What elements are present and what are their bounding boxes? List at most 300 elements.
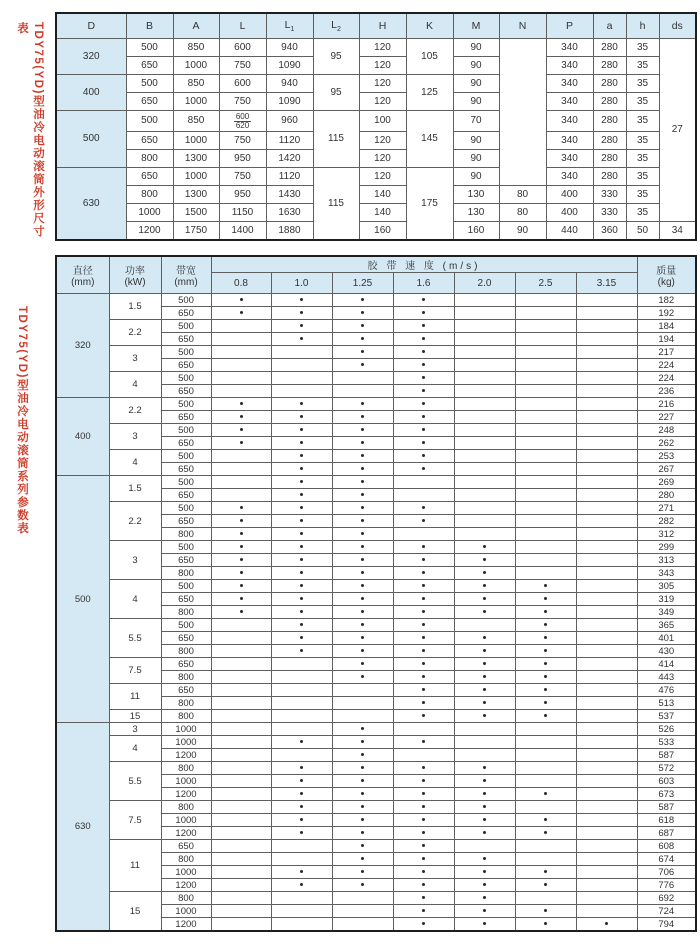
speed-dot-cell: [271, 788, 332, 801]
speed-dot-cell: [211, 372, 271, 385]
data-cell: 80: [499, 203, 546, 221]
dot-marker: [422, 636, 425, 639]
data-cell: 115: [313, 111, 359, 168]
dot-marker: [422, 389, 425, 392]
speed-dot-cell: [271, 502, 332, 515]
speed-dot-cell: [332, 294, 393, 307]
bandwidth-cell: 500: [161, 476, 211, 489]
dot-marker: [422, 870, 425, 873]
data-cell: 360: [593, 221, 626, 240]
speed-dot-cell: [454, 398, 515, 411]
bandwidth-cell: 1000: [161, 866, 211, 879]
speed-dot-cell: [271, 606, 332, 619]
data-cell: 35: [626, 167, 659, 185]
speed-dot-cell: [393, 723, 454, 736]
speed-dot-cell: [576, 892, 637, 905]
speed-dot-cell: [332, 333, 393, 346]
dot-marker: [422, 597, 425, 600]
data-cell: 1000: [173, 93, 219, 111]
speed-dot-cell: [211, 879, 271, 892]
dot-marker: [361, 480, 364, 483]
dot-marker: [544, 675, 547, 678]
speed-dot-cell: [576, 684, 637, 697]
dot-marker: [483, 571, 486, 574]
speed-dot-cell: [515, 463, 576, 476]
speed-dot-cell: [576, 489, 637, 502]
column-header: $L_1$: [266, 13, 313, 39]
speed-dot-cell: [576, 476, 637, 489]
speed-dot-cell: [454, 697, 515, 710]
dot-marker: [300, 597, 303, 600]
speed-dot-cell: [576, 905, 637, 918]
mass-cell: 253: [637, 450, 696, 463]
data-cell: 1300: [173, 149, 219, 167]
speed-dot-cell: [211, 723, 271, 736]
data-cell: 340: [546, 149, 593, 167]
dot-marker: [483, 545, 486, 548]
speed-dot-cell: [393, 801, 454, 814]
bandwidth-cell: 650: [161, 554, 211, 567]
speed-dot-cell: [271, 554, 332, 567]
dot-marker: [483, 805, 486, 808]
dot-marker: [544, 870, 547, 873]
table-row: [56, 167, 696, 185]
bandwidth-cell: 500: [161, 424, 211, 437]
speed-dot-cell: [332, 541, 393, 554]
dot-marker: [544, 597, 547, 600]
dot-marker: [544, 701, 547, 704]
speed-dot-cell: [271, 814, 332, 827]
speed-dot-cell: [332, 320, 393, 333]
dot-marker: [483, 922, 486, 925]
speed-dot-cell: [515, 411, 576, 424]
bandwidth-cell: 1200: [161, 749, 211, 762]
speed-dot-cell: [393, 320, 454, 333]
table-row: [56, 684, 696, 697]
speed-dot-cell: [576, 580, 637, 593]
dot-marker: [361, 870, 364, 873]
speed-dot-cell: [454, 346, 515, 359]
speed-dot-cell: [211, 762, 271, 775]
data-cell: 800: [126, 149, 173, 167]
bandwidth-cell: 650: [161, 489, 211, 502]
speed-dot-cell: [393, 775, 454, 788]
speed-value-header: 3.15: [576, 273, 637, 294]
dot-marker: [544, 662, 547, 665]
speed-dot-cell: [332, 697, 393, 710]
dot-marker: [361, 662, 364, 665]
table-row: [56, 93, 696, 111]
data-cell: [219, 111, 266, 132]
dot-marker: [240, 311, 243, 314]
speed-dot-cell: [271, 658, 332, 671]
table-row: [56, 346, 696, 359]
dot-marker: [422, 649, 425, 652]
speed-dot-cell: [515, 905, 576, 918]
power-cell: 5.5: [109, 619, 161, 658]
bandwidth-cell: 500: [161, 346, 211, 359]
speed-dot-cell: [271, 320, 332, 333]
speed-dot-cell: [393, 346, 454, 359]
speed-dot-cell: [271, 905, 332, 918]
speed-value-header: 1.25: [332, 273, 393, 294]
speed-dot-cell: [576, 554, 637, 567]
dot-marker: [300, 558, 303, 561]
speed-dot-cell: [271, 359, 332, 372]
dot-marker: [361, 441, 364, 444]
speed-dot-cell: [211, 827, 271, 840]
dot-marker: [483, 584, 486, 587]
data-cell: 1120: [266, 167, 313, 185]
speed-value-header: 1.0: [271, 273, 332, 294]
speed-dot-cell: [332, 424, 393, 437]
speed-dot-cell: [576, 775, 637, 788]
dot-marker: [361, 597, 364, 600]
data-cell: 340: [546, 39, 593, 57]
bandwidth-cell: 650: [161, 632, 211, 645]
speed-dot-cell: [515, 645, 576, 658]
speed-dot-cell: [454, 762, 515, 775]
data-cell: 500: [126, 75, 173, 93]
speed-dot-cell: [454, 866, 515, 879]
column-header: h: [626, 13, 659, 39]
speed-dot-cell: [271, 307, 332, 320]
data-cell: 280: [593, 131, 626, 149]
speed-dot-cell: [576, 762, 637, 775]
diameter-cell: 500: [56, 476, 109, 723]
parameters-table: [55, 255, 697, 932]
data-cell: 140: [359, 203, 406, 221]
dot-marker: [483, 610, 486, 613]
mass-cell: 443: [637, 671, 696, 684]
fraction-value: $\frac{600}{620}$: [235, 112, 250, 131]
speed-dot-cell: [454, 606, 515, 619]
speed-dot-cell: [393, 918, 454, 932]
mass-cell: 269: [637, 476, 696, 489]
bandwidth-cell: 1200: [161, 918, 211, 932]
speed-dot-cell: [576, 385, 637, 398]
dot-marker: [361, 363, 364, 366]
speed-dot-cell: [332, 775, 393, 788]
bandwidth-cell: 800: [161, 892, 211, 905]
data-cell: 1880: [266, 221, 313, 240]
bandwidth-cell: 500: [161, 580, 211, 593]
dot-marker: [422, 714, 425, 717]
speed-dot-cell: [515, 346, 576, 359]
speed-dot-cell: [271, 580, 332, 593]
dot-marker: [361, 779, 364, 782]
mass-cell: 184: [637, 320, 696, 333]
data-cell: 70: [453, 111, 499, 132]
speed-dot-cell: [211, 905, 271, 918]
dot-marker: [422, 545, 425, 548]
speed-dot-cell: [271, 437, 332, 450]
speed-dot-cell: [454, 710, 515, 723]
dot-marker: [300, 831, 303, 834]
data-cell: 500: [126, 111, 173, 132]
speed-dot-cell: [393, 684, 454, 697]
speed-dot-cell: [332, 385, 393, 398]
data-cell: 34: [659, 221, 696, 240]
speed-dot-cell: [211, 476, 271, 489]
mass-cell: 192: [637, 307, 696, 320]
data-cell: 650: [126, 93, 173, 111]
dimension-table-body: [56, 39, 696, 240]
data-cell: 35: [626, 93, 659, 111]
dot-marker: [240, 597, 243, 600]
dot-marker: [300, 805, 303, 808]
diameter-cell: 500: [56, 111, 126, 168]
dot-marker: [240, 506, 243, 509]
speed-dot-cell: [515, 788, 576, 801]
data-cell: 950: [219, 149, 266, 167]
mass-cell: 282: [637, 515, 696, 528]
power-cell: 3: [109, 346, 161, 372]
speed-dot-cell: [576, 710, 637, 723]
speed-dot-cell: [211, 398, 271, 411]
speed-dot-cell: [393, 450, 454, 463]
power-cell: 2.2: [109, 502, 161, 541]
dot-marker: [422, 805, 425, 808]
column-header: B: [126, 13, 173, 39]
speed-dot-cell: [576, 359, 637, 372]
table-row: [56, 39, 696, 57]
speed-dot-cell: [515, 723, 576, 736]
data-cell: 105: [406, 39, 453, 75]
dot-marker: [361, 792, 364, 795]
dot-marker: [300, 870, 303, 873]
dot-marker: [300, 636, 303, 639]
data-cell: 50: [626, 221, 659, 240]
dot-marker: [361, 506, 364, 509]
power-cell: 15: [109, 892, 161, 932]
bandwidth-cell: 800: [161, 697, 211, 710]
dot-marker: [300, 415, 303, 418]
speed-dot-cell: [332, 567, 393, 580]
speed-dot-cell: [332, 801, 393, 814]
speed-dot-cell: [576, 866, 637, 879]
speed-dot-cell: [515, 359, 576, 372]
speed-dot-cell: [332, 476, 393, 489]
speed-dot-cell: [454, 307, 515, 320]
dot-marker: [422, 415, 425, 418]
dot-marker: [422, 298, 425, 301]
diameter-cell: 630: [56, 167, 126, 240]
speed-dot-cell: [515, 372, 576, 385]
speed-dot-cell: [454, 632, 515, 645]
table-row: [56, 320, 696, 333]
data-cell: 90: [453, 93, 499, 111]
bandwidth-cell: 650: [161, 359, 211, 372]
dot-marker: [544, 922, 547, 925]
dot-marker: [422, 363, 425, 366]
dot-marker: [422, 701, 425, 704]
bandwidth-cell: 650: [161, 515, 211, 528]
column-header: M: [453, 13, 499, 39]
table-row: [56, 801, 696, 814]
power-cell: 2.2: [109, 398, 161, 424]
speed-dot-cell: [393, 827, 454, 840]
speed-dot-cell: [393, 580, 454, 593]
speed-dot-cell: [576, 593, 637, 606]
speed-dot-cell: [454, 528, 515, 541]
speed-dot-cell: [271, 723, 332, 736]
speed-dot-cell: [576, 814, 637, 827]
speed-dot-cell: [454, 554, 515, 567]
mass-cell: 526: [637, 723, 696, 736]
speed-dot-cell: [211, 775, 271, 788]
speed-dot-cell: [515, 814, 576, 827]
data-cell: 280: [593, 57, 626, 75]
speed-dot-cell: [393, 502, 454, 515]
speed-dot-cell: [515, 476, 576, 489]
bandwidth-cell: 500: [161, 372, 211, 385]
speed-dot-cell: [271, 515, 332, 528]
speed-dot-cell: [332, 528, 393, 541]
data-cell: 1090: [266, 93, 313, 111]
dot-marker: [483, 818, 486, 821]
speed-dot-cell: [271, 294, 332, 307]
speed-dot-cell: [576, 736, 637, 749]
speed-dot-cell: [211, 736, 271, 749]
data-cell: 90: [453, 131, 499, 149]
diameter-header: 直径 (mm): [56, 256, 109, 294]
data-cell: 600: [219, 39, 266, 57]
speed-dot-cell: [515, 398, 576, 411]
dot-marker: [240, 571, 243, 574]
speed-dot-cell: [211, 294, 271, 307]
speed-dot-cell: [211, 814, 271, 827]
bandwidth-cell: 650: [161, 307, 211, 320]
speed-dot-cell: [454, 892, 515, 905]
dot-marker: [361, 857, 364, 860]
speed-dot-cell: [393, 398, 454, 411]
speed-dot-cell: [393, 892, 454, 905]
speed-dot-cell: [393, 840, 454, 853]
speed-dot-cell: [576, 294, 637, 307]
bandwidth-cell: 500: [161, 619, 211, 632]
dot-marker: [300, 467, 303, 470]
bandwidth-cell: 500: [161, 320, 211, 333]
data-cell: 340: [546, 75, 593, 93]
speed-dot-cell: [576, 424, 637, 437]
dot-marker: [422, 324, 425, 327]
data-cell: 940: [266, 75, 313, 93]
dot-marker: [544, 584, 547, 587]
dot-marker: [483, 857, 486, 860]
speed-dot-cell: [211, 840, 271, 853]
mass-cell: 217: [637, 346, 696, 359]
data-cell: 130: [453, 185, 499, 203]
dot-marker: [361, 805, 364, 808]
data-cell: 1000: [173, 131, 219, 149]
table-row: [56, 398, 696, 411]
speed-dot-cell: [576, 346, 637, 359]
dot-marker: [300, 298, 303, 301]
mass-cell: 724: [637, 905, 696, 918]
bandwidth-cell: 650: [161, 658, 211, 671]
data-cell: 330: [593, 185, 626, 203]
data-cell: 95: [313, 75, 359, 111]
dot-marker: [544, 792, 547, 795]
dot-marker: [300, 337, 303, 340]
data-cell: 750: [219, 167, 266, 185]
speed-dot-cell: [515, 424, 576, 437]
data-cell: 1400: [219, 221, 266, 240]
table-row: [56, 203, 696, 221]
dot-marker: [422, 740, 425, 743]
dot-marker: [361, 454, 364, 457]
speed-dot-cell: [515, 671, 576, 684]
column-header: N: [499, 13, 546, 39]
speed-dot-cell: [454, 411, 515, 424]
speed-dot-cell: [271, 528, 332, 541]
speed-dot-cell: [454, 424, 515, 437]
speed-dot-cell: [454, 515, 515, 528]
mass-cell: 365: [637, 619, 696, 632]
speed-dot-cell: [393, 359, 454, 372]
dot-marker: [300, 311, 303, 314]
speed-dot-cell: [211, 892, 271, 905]
mass-cell: 227: [637, 411, 696, 424]
speed-dot-cell: [332, 593, 393, 606]
dot-marker: [483, 714, 486, 717]
dot-marker: [422, 818, 425, 821]
speed-dot-cell: [515, 762, 576, 775]
speed-dot-cell: [576, 450, 637, 463]
speed-dot-cell: [332, 723, 393, 736]
dot-marker: [422, 662, 425, 665]
speed-dot-cell: [515, 489, 576, 502]
speed-dot-cell: [393, 541, 454, 554]
mass-cell: 776: [637, 879, 696, 892]
speed-dot-cell: [393, 307, 454, 320]
mass-cell: 236: [637, 385, 696, 398]
dot-marker: [240, 415, 243, 418]
dimension-table-head: [56, 13, 696, 39]
speed-dot-cell: [211, 866, 271, 879]
dot-marker: [422, 337, 425, 340]
parameter-table-body: [56, 294, 696, 932]
data-cell: 600: [219, 75, 266, 93]
mass-cell: 343: [637, 567, 696, 580]
speed-dot-cell: [515, 892, 576, 905]
speed-dot-cell: [211, 697, 271, 710]
dot-marker: [544, 714, 547, 717]
dot-marker: [422, 376, 425, 379]
dot-marker: [240, 298, 243, 301]
speed-dot-cell: [332, 710, 393, 723]
power-cell: 11: [109, 684, 161, 710]
dot-marker: [422, 402, 425, 405]
diameter-cell: 320: [56, 294, 109, 398]
table-row: [56, 111, 696, 132]
bandwidth-cell: 500: [161, 541, 211, 554]
mass-cell: 608: [637, 840, 696, 853]
speed-dot-cell: [393, 476, 454, 489]
data-cell: 175: [406, 167, 453, 240]
speed-dot-cell: [271, 918, 332, 932]
table-row: [56, 185, 696, 203]
power-cell: 3: [109, 723, 161, 736]
column-header: ds: [659, 13, 696, 39]
speed-dot-cell: [332, 918, 393, 932]
speed-dot-cell: [211, 645, 271, 658]
speed-dot-cell: [332, 398, 393, 411]
speed-dot-cell: [576, 502, 637, 515]
data-cell: 120: [359, 93, 406, 111]
speed-dot-cell: [393, 424, 454, 437]
